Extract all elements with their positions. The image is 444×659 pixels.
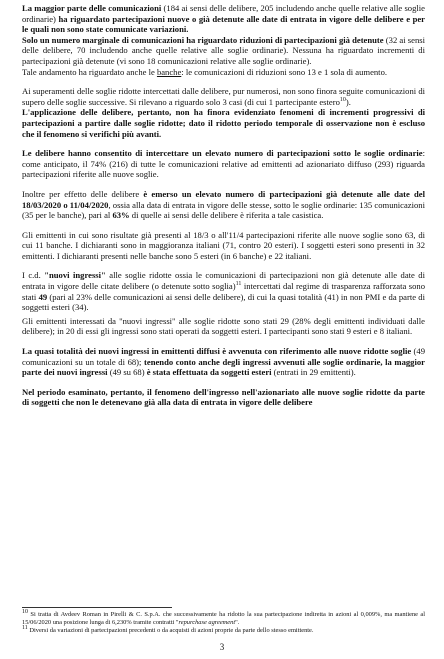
bold-text: è stata effettuata da soggetti esteri [146,367,272,378]
text: Tale andamento ha riguardato anche le [22,66,157,77]
text: (184 ai sensi delle delibere, 205 includendo anche quelle relative alle soglie ordinarie) [22,3,425,24]
paragraph-6 [22,148,425,180]
text: : le comunicazioni di riduzioni sono 13 e 1 sola di aumento. [181,66,388,77]
bold-text: Solo un numero marginale di comunicazioni ha riguardato riduzioni di partecipazioni già detenute [22,34,384,45]
bold-text: ha riguardato partecipazioni nuove o già detenute alle date di entrata in vigore delle delibere e per le quali non sono state comunicate variazioni. [22,13,425,35]
paragraph-5 [22,107,425,139]
bold-text: L'applicazione delle delibere, pertanto, non ha finora evidenziato fenomeni di incrementi progressivi di partecipazioni a partire dalle soglie ridotte; dato il ridotto periodo temporale di osservazione non è escluso che il fenomeno si verifichi più avanti. [22,107,425,139]
text: (entrati in 29 emittenti). [271,367,356,378]
paragraph-4 [22,86,425,107]
bold-text: "nuovi ingressi" [44,270,106,281]
text: (32 ai sensi delle delibere, 70 includendo anche quelle relative alle soglie ordinarie). Nessuna ha riguardato incrementi di partecipazioni già detenute (vi sono 18 comunicazioni relative alle soglie ordinarie). [22,34,425,66]
paragraph-2 [22,35,425,67]
bold-text: Le delibere hanno consentito di intercettare un elevato numero di partecipazioni sotto le soglie ordinarie [22,148,423,159]
text: Diversi da variazioni di partecipazioni precedenti o da acquisti di azioni proprie da parte dello stesso emittente. [27,627,314,634]
text: (49 comunicazioni su un totale di 68); [22,346,425,367]
text: , ossia alla data di entrata in vigore delle stesse, sotto le soglie ordinarie: 135 comunicazioni (35 per le banche), pari al [22,199,425,221]
footnote-number: 11 [22,624,28,631]
body-text [22,3,425,408]
text: di quelle ai sensi delle delibere è riferita a tale casistica. [129,210,324,221]
bold-text: La quasi totalità dei nuovi ingressi in emittenti diffusi è avvenuta con riferimento alle nuove ridotte soglie [22,346,412,357]
text: : come anticipato, il 74% (216) di tutte le comunicazioni relative ad emittenti ad azionariato diffuso (293) riguarda partecipazioni riferite alle nuove soglie. [22,148,425,180]
text: I c.d. [22,270,45,281]
bold-text: è emerso un elevato numero di partecipazioni già detenute alle date del 18/03/2020 o 11/04/2020 [22,188,425,210]
text: Gli emittenti in cui sono risultate già presenti al 18/3 o all'11/4 partecipazioni riferite alle nuove soglie sono 63, di cui 11 banche. I dichiaranti sono in maggioranza italiani (71, contro 20 esteri). I soggetti esteri sono presenti in 32 emittenti. I dichiaranti presenti nelle banche sono 5 esteri (in 6 banche) e 22 italiani. [22,229,425,261]
bold-text: Nel periodo esaminato, pertanto, il fenomeno dell'ingresso nell'azionariato alle nuove soglie ridotte da parte di soggetti che non le detenevano già alla data di entrata in vigore delle delibere [22,386,425,408]
bold-text: 63% [112,210,130,221]
italic-text: repurchase agreement [178,619,236,626]
paragraph-11 [22,346,425,378]
paragraph-1 [22,3,425,35]
text: alle soglie ridotte ossia le comunicazioni di partecipazioni non già detenute alle date di entrata in vigore delle citate delibere (o detenute sotto soglia) [22,270,425,292]
paragraph-8 [22,230,425,262]
underlined-text: banche [156,66,182,77]
text: ). [345,96,351,107]
text: (49 su 68) [107,367,147,378]
paragraph-9 [22,270,425,312]
text: (pari al 23% delle comunicazioni ai sensi delle delibere), di cui la quasi totalità (41) in non PMI e da parte di soggetti esteri (34). [22,291,425,313]
text: Si tratta di Avdeev Roman in Pirelli & C. S.p.A. che successivamente ha ridotto la sua partecipazione indiretta in azioni al 0,009%, ma mantiene al 15/06/2020 una posizione lunga di 6,230% tramite contratti " [22,611,425,626]
page-number: 3 [219,642,225,652]
bold-text: 49 [38,291,48,302]
paragraph-12 [22,387,425,408]
footnotes [22,608,425,635]
paragraph-10 [22,316,425,337]
bold-text: La maggior parte delle comunicazioni [22,3,162,13]
text: intercettati dal regime di trasparenza rafforzata sono stati [22,281,426,302]
footnote-divider [22,607,172,608]
bold-text: tenendo conto anche degli ingressi avvenuti alle soglie ordinarie, la maggior parte dei nuovi ingressi [22,356,425,378]
paragraph-3 [22,67,425,78]
text: Gli emittenti interessati da "nuovi ingressi" alle soglie ridotte sono stati 29 (28% degli emittenti individuati dalle delibere); in 20 di essi gli ingressi sono stati operati da soggetti esteri. I partecipanti sono stati 9 esteri e 8 italiani. [22,315,425,337]
paragraph-7 [22,189,425,221]
footnote-number: 10 [22,608,28,615]
footnote-ref: 11 [235,281,242,288]
text: Inoltre per effetto delle delibere [22,188,144,199]
footnote-11 [22,624,425,635]
footnote-ref: 10 [339,96,346,103]
text: Ai superamenti delle soglie ridotte intercettati dalle delibere, pur numerosi, non sono finora seguite comunicazioni di supero delle soglie successive. Si rilevano a riguardo solo 3 casi (di cui 1 partecipante estero [22,86,425,107]
text: ". [235,619,240,626]
footnote-10 [22,608,425,627]
